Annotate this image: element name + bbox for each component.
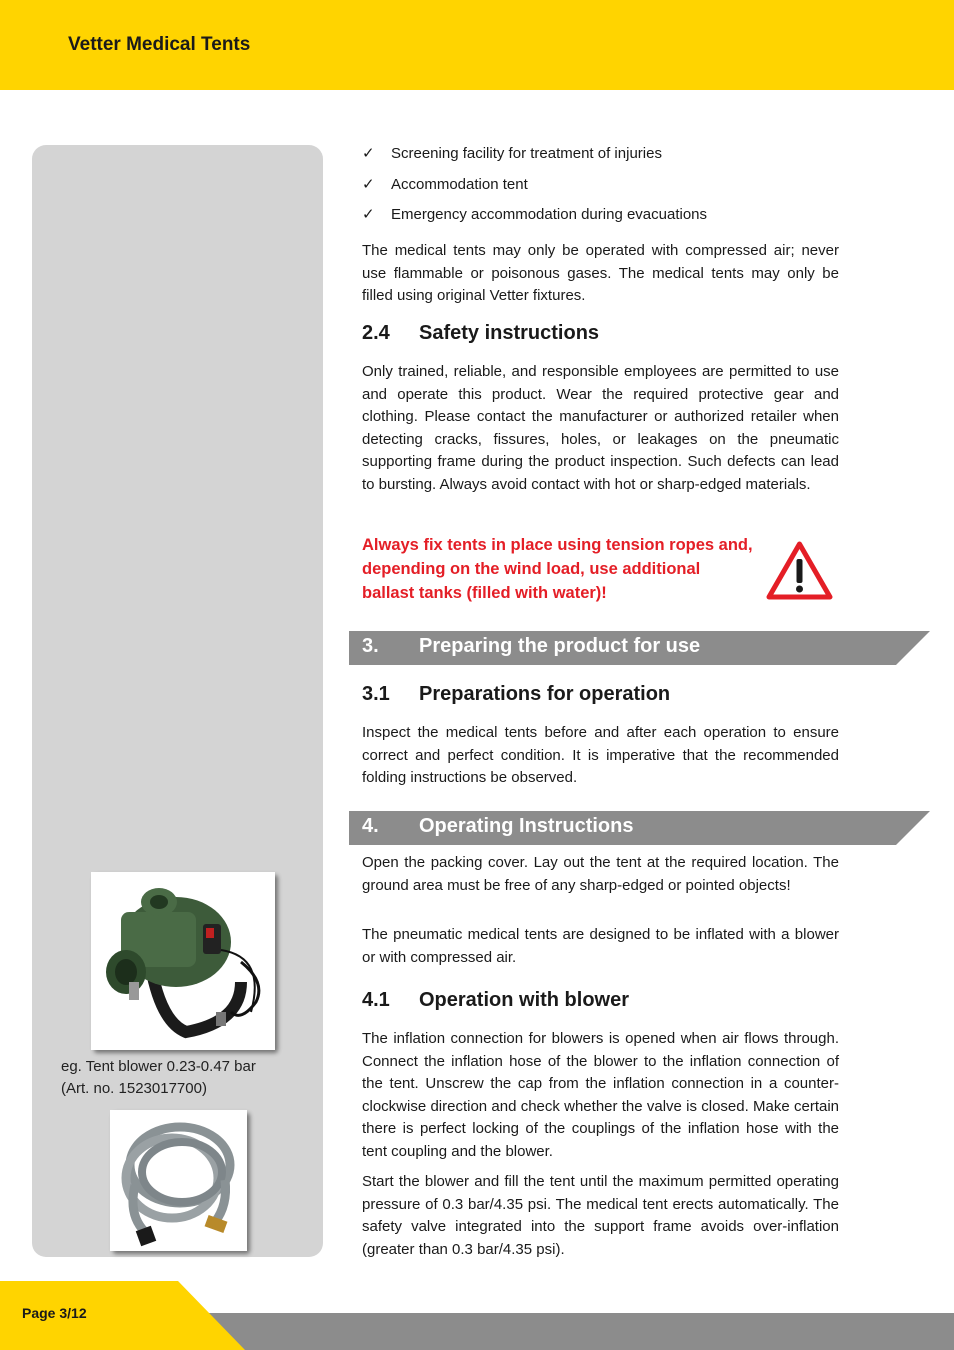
blower-caption <box>61 1056 256 1100</box>
list-item: ✓ Accommodation tent <box>362 174 839 205</box>
section-band-3 <box>349 631 930 665</box>
heading-preparations: 3.1 Preparations for operation <box>362 683 671 705</box>
band-title: 4. Operating Instructions <box>362 815 634 837</box>
intro-paragraph: The medical tents may only be operated with compressed air; never use flammable or poisonous gases. The medical tents may only be filled using original Vetter fixtures. <box>362 242 839 304</box>
blower-paragraph-1: The inflation connection for blowers is opened when air flows through. Connect the inflation hose of the blower to the inflation connection of the tent. Unscrew the cap from the inflation connection in a counter-clockwise direction and check whether the valve is closed. Make certain there is perfect locking of the couplings of the inflation hose with the tent coupling and the blower. <box>362 1030 839 1160</box>
caption-line-1: eg. Tent blower 0.23-0.47 bar <box>61 1058 256 1075</box>
page-number: Page 3/12 <box>22 1305 87 1321</box>
page-header <box>0 0 954 90</box>
checkmark-icon: ✓ <box>362 145 375 162</box>
checkmark-icon: ✓ <box>362 175 375 193</box>
list-item: ✓ Emergency accommodation during evacuations <box>362 204 839 235</box>
tent-blower-photo <box>91 872 275 1050</box>
safety-paragraph: Only trained, reliable, and responsible employees are permitted to use and operate this product. Wear the required protective gear and clothing. Please contact the manufacturer or authorized retailer when detecting cracks, fissures, holes, or leakages on the pneumatic supporting frame during the product inspection. Such defects can lead to bursting. Always avoid contact with hot or sharp-edged materials. <box>362 363 839 493</box>
heading-operation-blower: 4.1 Operation with blower <box>362 989 630 1011</box>
warning-text: Always fix tents in place using tension ropes and, depending on the wind load, use additional ballast tanks (filled with water)! <box>362 536 753 602</box>
document-title: Vetter Medical Tents <box>68 34 251 55</box>
blower-paragraph-2: Start the blower and fill the tent until the maximum permitted operating pressure of 0.3 bar/4.35 psi. The medical tent erects automatically. The safety valve integrated into the support frame avoids over-inflation (greater than 0.3 bar/4.35 psi). <box>362 1173 839 1258</box>
warning-triangle-icon <box>766 541 833 601</box>
caption-line-2: (Art. no. 1523017700) <box>61 1080 207 1097</box>
use-case-checklist <box>362 143 839 235</box>
operating-paragraph-2: The pneumatic medical tents are designed to be inflated with a blower or with compressed air. <box>362 926 839 966</box>
inflation-hose-photo <box>110 1110 247 1251</box>
band-title: 3. Preparing the product for use <box>362 635 701 657</box>
heading-safety-instructions: 2.4 Safety instructions <box>362 322 600 344</box>
list-item: ✓ Screening facility for treatment of injuries <box>362 143 839 174</box>
section-band-4 <box>349 811 930 845</box>
checkmark-icon: ✓ <box>362 206 375 223</box>
preparations-paragraph: Inspect the medical tents before and after each operation to ensure correct and perfect condition. It is imperative that the recommended folding instructions be observed. <box>362 724 839 786</box>
operating-paragraph-1: Open the packing cover. Lay out the tent at the required location. The ground area must be free of any sharp-edged or pointed objects! <box>362 854 839 894</box>
